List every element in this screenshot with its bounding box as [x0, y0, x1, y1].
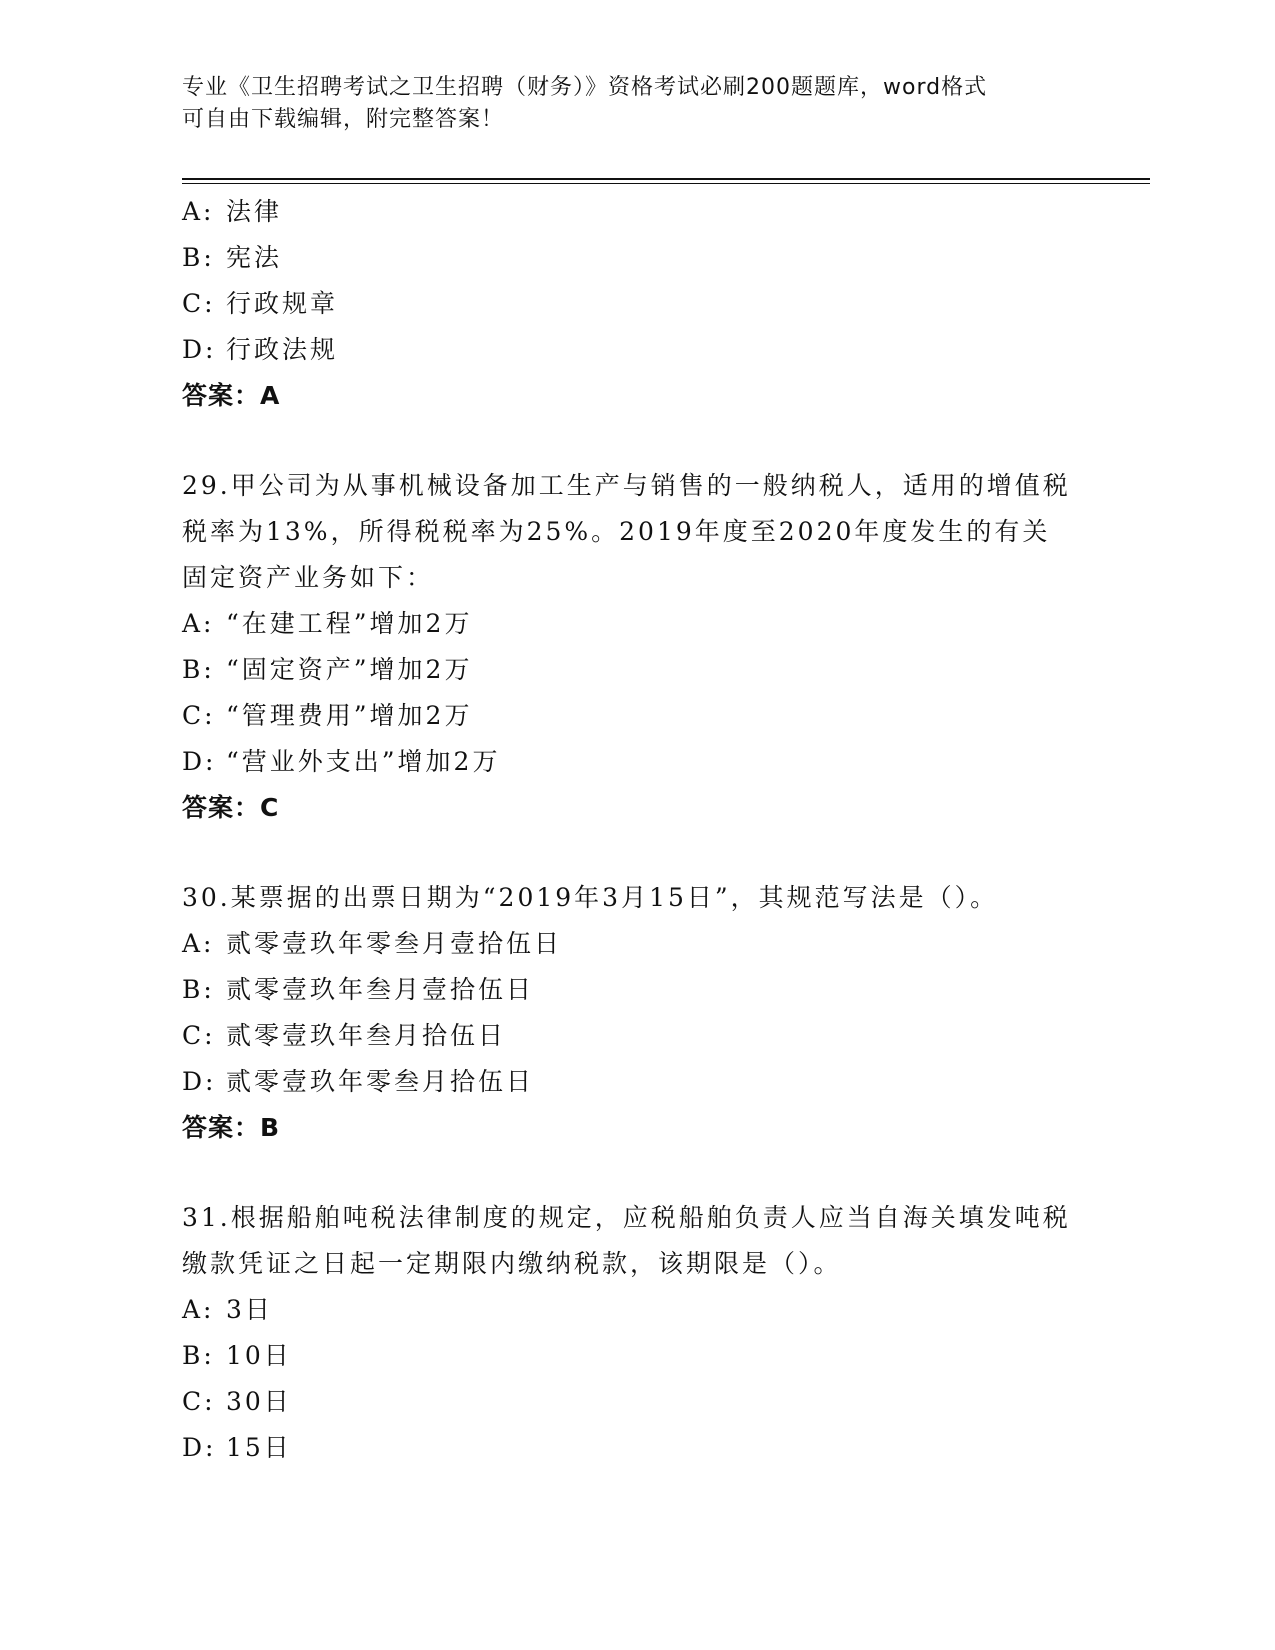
question-text: 29.甲公司为从事机械设备加工生产与销售的一般纳税人，适用的增值税税率为13%，所得税税率为25%。2019年度至2020年度发生的有关固定资产业务如下：	[182, 471, 1071, 592]
document-header	[182, 72, 1082, 136]
option-a: A: “在建工程”增加2万	[182, 609, 473, 638]
spacer	[182, 1151, 1082, 1195]
header-line-1: 专业《卫生招聘考试之卫生招聘（财务）》资格考试必刷200题题库，word格式	[182, 75, 988, 100]
option-c: C: 行政规章	[182, 289, 339, 318]
question-31-block	[182, 1195, 1082, 1471]
answer-line: 答案：B	[182, 1113, 281, 1142]
option-a: A: 贰零壹玖年零叁月壹拾伍日	[182, 929, 563, 958]
answer-line: 答案：C	[182, 793, 280, 822]
header-line-2: 可自由下载编辑，附完整答案！	[182, 107, 505, 132]
option-c: C: “管理费用”增加2万	[182, 701, 473, 730]
question-30-block	[182, 875, 1082, 1151]
option-d: D: 行政法规	[182, 335, 339, 364]
header-divider-thick	[182, 178, 1150, 180]
option-a: A: 法律	[182, 197, 283, 226]
option-b: B: 贰零壹玖年叁月壹拾伍日	[182, 975, 535, 1004]
question-29-block	[182, 463, 1082, 831]
question-text: 30.某票据的出票日期为“2019年3月15日”，其规范写法是（）。	[182, 883, 999, 912]
option-a: A: 3日	[182, 1295, 273, 1324]
spacer	[182, 419, 1082, 463]
question-28-block	[182, 189, 1082, 419]
document-body	[182, 189, 1082, 1471]
spacer	[182, 831, 1082, 875]
header-divider-thin	[182, 183, 1150, 184]
option-c: C: 贰零壹玖年叁月拾伍日	[182, 1021, 507, 1050]
answer-line: 答案：A	[182, 381, 281, 410]
option-b: B: 宪法	[182, 243, 283, 272]
option-c: C: 30日	[182, 1387, 292, 1416]
option-b: B: 10日	[182, 1341, 292, 1370]
option-d: D: “营业外支出”增加2万	[182, 747, 501, 776]
option-d: D: 贰零壹玖年零叁月拾伍日	[182, 1067, 535, 1096]
option-b: B: “固定资产”增加2万	[182, 655, 473, 684]
question-text: 31.根据船舶吨税法律制度的规定，应税船舶负责人应当自海关填发吨税缴款凭证之日起一定期限内缴纳税款，该期限是（）。	[182, 1203, 1071, 1278]
option-d: D: 15日	[182, 1433, 292, 1462]
